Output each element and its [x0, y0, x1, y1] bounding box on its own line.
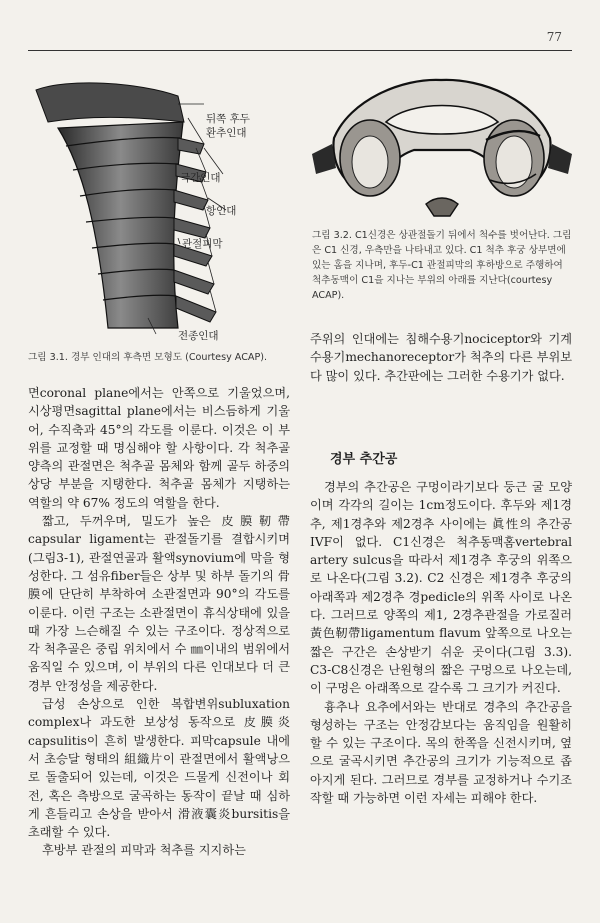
atlas-illustration	[310, 70, 572, 220]
label-capsule: 관절피막	[182, 238, 223, 250]
page-number: 77	[546, 30, 562, 44]
right-column-text	[310, 478, 572, 807]
label-posterior-atlanto-occipital: 뒤쪽 후두 환추인대	[206, 113, 250, 139]
right-paragraph-2: 흉추나 요추에서와는 반대로 경추의 추간공을 형성하는 구조는 안정감보다는 움직임을 원활히 할 수 있는 구조이다. 목의 한쪽을 신전시키며, 옆으로 굴곡시키면 추간공의 크기가 기능적으로 좁아지게 된다. 그러므로 경부를 교정하거나 수기조작할 때 가능하면 이런 자세는 피해야 한다.	[310, 699, 572, 806]
figure2-caption: 그림 3.2. C1신경은 상관절돌기 뒤에서 척수를 벗어난다. 그림은 C1 신경, 우측만을 나타내고 있다. C1 척추 후궁 상부면에 있는 홈을 지나며, 후두-C1 관절피막의 후하방으로 주행하여 척추동맥이 C1을 지나는 부위의 아래를 지난다(courtesy ACAP).	[312, 230, 572, 301]
left-paragraph-1: 면coronal plane에서는 안쪽으로 기울었으며, 시상평면sagittal plane에서는 비스듬하게 기울어, 수직축과 45°의 각도를 이룬다. 이것은 이 부위를 교정할 때 명심해야 할 사항이다. 각 척추골 양측의 관절면은 척추골 몸체와 함께 골두 하중의 상당 부분을 지탱한다. 척추골 몸체가 지탱하는 역할의 약 67% 정도의 역할을 한다.	[28, 386, 290, 510]
right-paragraph-1: 경부의 추간공은 구멍이라기보다 둥근 굴 모양이며 각각의 길이는 1cm정도이다. 후두와 제1경추, 제1경추와 제2경추 사이에는 眞性의 추간공IVF이 없다. C1신경은 척추동맥홈vertebral artery sulcus을 따라서 제1경추 후궁의 위쪽으로 나온다(그림 3.2). C2 신경은 제1경추 후궁의 아래쪽과 제2경추 경pedicle의 위쪽 사이로 나온다. 그러므로 양쪽의 제1, 2경추관절을 가로질러 黃色靭帶ligamentum flavum 앞쪽으로 나오는 짧은 구간은 손상받기 쉬운 곳이다(그림 3.3). C3-C8신경은 난원형의 짧은 구멍으로 나오는데, 이 구멍은 아래쪽으로 갈수록 그 크기가 커진다.	[310, 480, 572, 696]
cervical-spine-illustration	[28, 78, 290, 348]
figure-cervical-ligaments	[28, 78, 290, 348]
figure1-caption: 그림 3.1. 경부 인대의 후측면 모형도 (Courtesy ACAP).	[28, 352, 268, 363]
section-heading: 경부 추간공	[330, 452, 398, 467]
left-paragraph-3: 급성 손상으로 인한 복합변위subluxation complex나 과도한 보상성 동작으로 皮膜炎 capsulitis이 흔히 발생한다. 피막capsule 내에서 초승달 형태의 組織片이 관절면에서 활액낭으로 돌출되어 있는데, 이것은 드물게 신전이나 회전, 혹은 측방으로 굴곡하는 동작이 끝날 때 심하게 흔들리고 손상을 받아서 滑液囊炎bursitis을 초래할 수 있다.	[28, 697, 290, 840]
label-interspinous-ligament: 극간인대	[180, 172, 221, 184]
label-nuchal-ligament: 항인대	[206, 205, 237, 217]
figure-atlas-c1	[310, 70, 572, 220]
left-paragraph-2: 짧고, 두꺼우며, 밀도가 높은 皮膜靭帶 capsular ligament는 관절돌기를 결합시키며(그림3-1), 관절연골과 활액synovium에 막을 형성한다. 그 섬유fiber들은 상부 및 하부 돌기의 骨膜에 단단히 부착하여 소관절면과 90°의 각도를 이룬다. 이런 구조는 소관절면이 휴식상태에 있을 때 가장 느슨해질 수 있는 구조이다. 정상적으로 각 척추골은 중립 위치에서 수 ㎜이내의 범위에서 움직일 수 있으며, 이 부위의 다른 인대보다 더 큰 경부 안정성을 제공한다.	[28, 514, 290, 693]
left-paragraph-4: 후방부 관절의 피막과 척추를 지지하는	[42, 843, 246, 858]
label-anterior-longitudinal-ligament: 전종인대	[178, 330, 219, 342]
header-rule	[28, 50, 572, 51]
right-intro-paragraph: 주위의 인대에는 침해수용기nociceptor와 기계수용기mechanoreceptor가 척추의 다른 부위보다 많이 있다. 추간판에는 그러한 수용기가 없다.	[310, 332, 572, 383]
left-column-text	[28, 384, 290, 860]
right-column-intro	[310, 330, 572, 385]
